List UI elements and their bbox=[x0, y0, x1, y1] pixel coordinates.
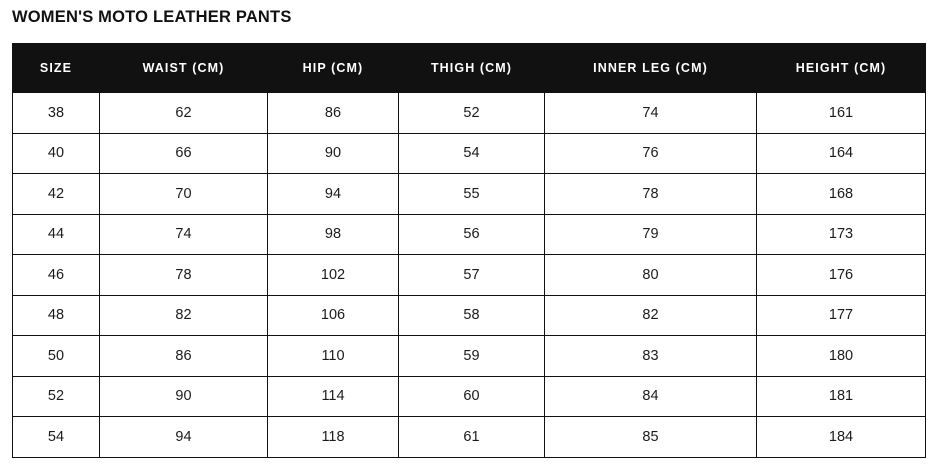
table-row bbox=[13, 376, 926, 417]
cell-thigh: 59 bbox=[399, 336, 545, 377]
cell-waist: 66 bbox=[100, 133, 268, 174]
cell-size: 46 bbox=[13, 255, 100, 296]
cell-height: 181 bbox=[757, 376, 926, 417]
cell-hip: 102 bbox=[268, 255, 399, 296]
cell-inner-leg: 83 bbox=[545, 336, 757, 377]
cell-height: 164 bbox=[757, 133, 926, 174]
cell-size: 38 bbox=[13, 93, 100, 134]
column-header-hip: HIP (CM) bbox=[268, 44, 399, 93]
cell-waist: 86 bbox=[100, 336, 268, 377]
cell-size: 42 bbox=[13, 174, 100, 215]
cell-height: 168 bbox=[757, 174, 926, 215]
cell-hip: 114 bbox=[268, 376, 399, 417]
column-header-waist: WAIST (CM) bbox=[100, 44, 268, 93]
cell-thigh: 55 bbox=[399, 174, 545, 215]
cell-hip: 98 bbox=[268, 214, 399, 255]
cell-thigh: 52 bbox=[399, 93, 545, 134]
table-header-row bbox=[13, 44, 926, 93]
cell-inner-leg: 79 bbox=[545, 214, 757, 255]
column-header-size: SIZE bbox=[13, 44, 100, 93]
cell-inner-leg: 82 bbox=[545, 295, 757, 336]
table-row bbox=[13, 255, 926, 296]
page-title: WOMEN'S MOTO LEATHER PANTS bbox=[12, 8, 292, 26]
cell-waist: 62 bbox=[100, 93, 268, 134]
cell-height: 177 bbox=[757, 295, 926, 336]
cell-inner-leg: 80 bbox=[545, 255, 757, 296]
table-row bbox=[13, 336, 926, 377]
cell-inner-leg: 74 bbox=[545, 93, 757, 134]
cell-inner-leg: 76 bbox=[545, 133, 757, 174]
cell-thigh: 58 bbox=[399, 295, 545, 336]
cell-height: 173 bbox=[757, 214, 926, 255]
cell-size: 44 bbox=[13, 214, 100, 255]
cell-hip: 118 bbox=[268, 417, 399, 458]
cell-hip: 110 bbox=[268, 336, 399, 377]
cell-inner-leg: 85 bbox=[545, 417, 757, 458]
cell-thigh: 61 bbox=[399, 417, 545, 458]
cell-height: 184 bbox=[757, 417, 926, 458]
column-header-height: HEIGHT (CM) bbox=[757, 44, 926, 93]
cell-waist: 78 bbox=[100, 255, 268, 296]
cell-size: 48 bbox=[13, 295, 100, 336]
cell-size: 40 bbox=[13, 133, 100, 174]
cell-thigh: 60 bbox=[399, 376, 545, 417]
table-row bbox=[13, 214, 926, 255]
table-header bbox=[13, 44, 926, 93]
cell-thigh: 57 bbox=[399, 255, 545, 296]
cell-size: 52 bbox=[13, 376, 100, 417]
cell-height: 161 bbox=[757, 93, 926, 134]
column-header-inner-leg: INNER LEG (CM) bbox=[545, 44, 757, 93]
column-header-thigh: THIGH (CM) bbox=[399, 44, 545, 93]
table-body bbox=[13, 93, 926, 458]
table-row bbox=[13, 174, 926, 215]
cell-height: 180 bbox=[757, 336, 926, 377]
cell-waist: 94 bbox=[100, 417, 268, 458]
cell-inner-leg: 78 bbox=[545, 174, 757, 215]
cell-size: 54 bbox=[13, 417, 100, 458]
cell-waist: 90 bbox=[100, 376, 268, 417]
cell-inner-leg: 84 bbox=[545, 376, 757, 417]
cell-thigh: 56 bbox=[399, 214, 545, 255]
cell-size: 50 bbox=[13, 336, 100, 377]
cell-hip: 94 bbox=[268, 174, 399, 215]
cell-hip: 106 bbox=[268, 295, 399, 336]
cell-thigh: 54 bbox=[399, 133, 545, 174]
cell-waist: 82 bbox=[100, 295, 268, 336]
size-chart-table-wrapper bbox=[12, 43, 925, 458]
table-row bbox=[13, 417, 926, 458]
table-row bbox=[13, 133, 926, 174]
cell-waist: 74 bbox=[100, 214, 268, 255]
cell-hip: 86 bbox=[268, 93, 399, 134]
table-row bbox=[13, 295, 926, 336]
cell-hip: 90 bbox=[268, 133, 399, 174]
table-row bbox=[13, 93, 926, 134]
size-chart-table bbox=[12, 43, 926, 458]
cell-waist: 70 bbox=[100, 174, 268, 215]
cell-height: 176 bbox=[757, 255, 926, 296]
